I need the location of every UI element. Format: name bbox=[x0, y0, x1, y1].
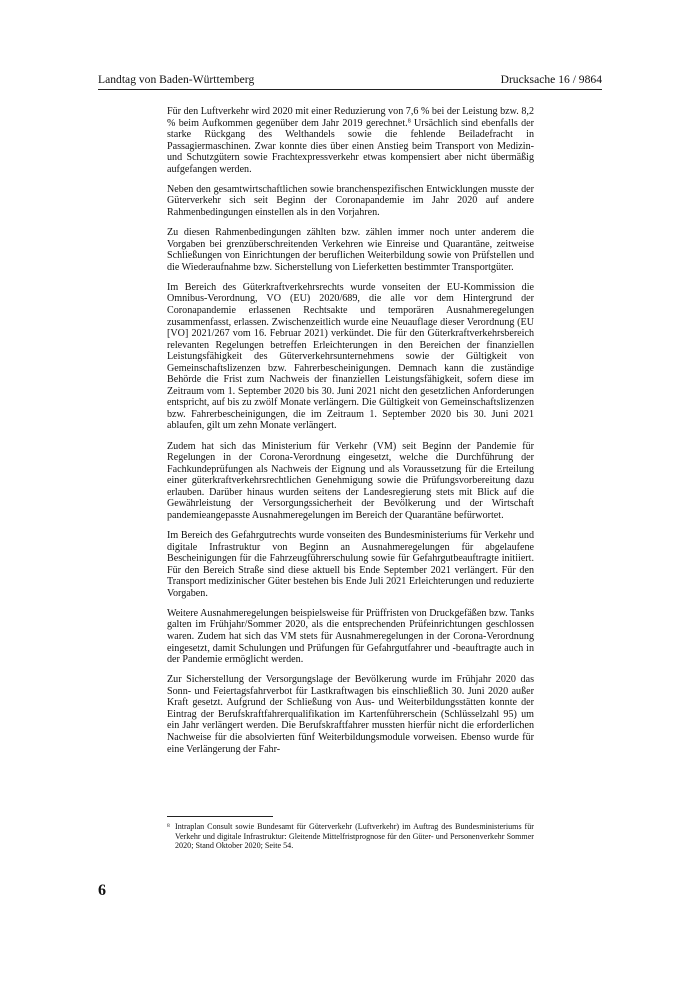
running-header bbox=[98, 68, 602, 86]
header-institution: Landtag von Baden-Württemberg bbox=[98, 73, 255, 86]
paragraph: Im Bereich des Gefahrgutrechts wurde vonseiten des Bundesministeriums für Verkehr und digitale Infrastruktur von Beginn an Ausnahmeregelungen für abgelaufene Bescheinigungen für die Fahrzeugführerschulung sowie für Gefahrgutbeauftragte initiiert. Für den Bereich Straße sind diese aktuell bis Ende September 2021 verlängert. Für den Transport medizinischer Güter bestehen bis Ende Juli 2021 Erleichterungen und reduzierte Vorgaben. bbox=[167, 530, 534, 599]
paragraph: Neben den gesamtwirtschaftlichen sowie branchenspezifischen Entwicklungen musste der Güterverkehr sich seit Beginn der Coronapandemie im Jahr 2020 auf andere Rahmenbedingungen einstellen als in den Vorjahren. bbox=[167, 183, 534, 218]
footnote bbox=[167, 822, 534, 851]
paragraph: Zur Sicherstellung der Versorgungslage der Bevölkerung wurde im Frühjahr 2020 das Sonn- und Feiertagsfahrverbot für Lastkraftwagen bis einschließlich 30. Juni 2020 außer Kraft gesetzt. Aufgrund der Schließung von Aus- und Weiterbildungsstätten konnte der Eintrag der Berufskraftfahrerqualifikation im Kartenführerschein (Schlüsselzahl 95) um ein Jahr verlängert werden. Die Berufskraftfahrer mussten hierfür nicht die erforderlichen Nachweise für die absolvierten fünf Weiterbildungsmodule vorweisen. Ebenso wurde für eine Verlängerung der Fahr- bbox=[167, 674, 534, 755]
footnote-reference: 8 bbox=[407, 118, 411, 125]
header-document-number: Drucksache 16 / 9864 bbox=[500, 73, 602, 86]
paragraph: Zudem hat sich das Ministerium für Verkehr (VM) seit Beginn der Pandemie für Regelungen in der Corona-Verordnung eingesetzt, welche die Durchführung der Fachkundeprüfungen als Nachweis der Eignung und als Voraussetzung für die Erteilung einer güterkraftverkehrsrechtlichen Genehmigung sowie die Prüfungsvorbereitung dazu erlauben. Darüber hinaus wurden seitens der Landesregierung stets mit Blick auf die Gewährleistung der Versorgungssicherheit der Bevölkerung und der Wirtschaft pandemieangepasste Ausnahmeregelungen im Bereich der Quarantäne befürwortet. bbox=[167, 440, 534, 521]
page-number: 6 bbox=[98, 882, 106, 899]
footnote-mark: 8 bbox=[167, 823, 170, 829]
footnote-divider bbox=[167, 816, 273, 817]
main-text bbox=[167, 106, 534, 764]
paragraph: Zu diesen Rahmenbedingungen zählten bzw. zählen immer noch unter anderem die Vorgaben bei grenzüberschreitenden Verkehren wie Einreise und Quarantäne, zeitweise Schließungen von Einrichtungen der beruflichen Weiterbildung sowie von Prüfstellen und die Wiederaufnahme bzw. Sicherstellung von Lieferketten bestimmter Transportgüter. bbox=[167, 227, 534, 273]
paragraph: Im Bereich des Güterkraftverkehrsrechts wurde vonseiten der EU-Kommission die Omnibus-Verordnung, VO (EU) 2020/689, die alle vor dem Hintergrund der Coronapandemie erlassenen Rechtsakte und temporären Ausnahmeregelungen zusammenfasst, erlassen. Zwischenzeitlich wurde eine Neuauflage dieser Verordnung (EU [VO] 2021/267 vom 16. Februar 2021) verkündet. Die für den Güterkraftverkehrsbereich relevanten Regelungen betreffen Erleichterungen in den Bereichen der finanziellen Leistungsfähigkeit des Güterverkehrsunternehmens sowie der Gültigkeit von Gemeinschaftslizenzen bzw. Fahrerbescheinigungen. Demnach kann die zuständige Behörde die Frist zum Nachweis der finanziellen Leistungsfähigkeit, sofern diese im Zeitraum vom 1. September 2020 bis 30. Juni 2021 nicht den gesetzlichen Anforderungen entspricht, auf bis zu zwölf Monate verlängern. Die Gültigkeit von Gemeinschaftslizenzen bzw. Fahrerbescheinigungen, die im Zeitraum 1. September 2020 bis 30. Juni 2021 ablaufen, gilt um zehn Monate verlängert. bbox=[167, 281, 534, 432]
paragraph: Für den Luftverkehr wird 2020 mit einer Reduzierung von 7,6 % bei der Leistung bzw. 8,2 % beim Aufkommen gegenüber dem Jahr 2019 gerechnet.$^8$ Ursächlich sind ebenfalls der starke Rückgang des Welthandels sowie die fehlende Beiladefracht in Passagiermaschinen. Zwar konnte dies über einen Anstieg beim Transport von Medizin- und Schutzgütern sowie Frachtexpressverkehr etwas kompensiert aber nicht übermäßig aufgefangen werden. bbox=[167, 106, 534, 175]
paragraph: Weitere Ausnahmeregelungen beispielsweise für Prüffristen von Druckgefäßen bzw. Tanks galten im Frühjahr/Sommer 2020, als die entsprechenden Prüfeinrichtungen geschlossen waren. Zudem hat sich das VM stets für Ausnahmeregelungen in der Corona-Verordnung eingesetzt, damit Schulungen und Prüfungen für Gefahrgutfahrer und -beauftragte auch in der Pandemie ermöglicht werden. bbox=[167, 607, 534, 666]
footnote-text: Intraplan Consult sowie Bundesamt für Güterverkehr (Luftverkehr) im Auftrag des Bundesministeriums für Verkehr und digitale Infrastruktur: Gleitende Mittelfristprognose für den Güter- und Personenverkehr Sommer 2020; Stand Oktober 2020; Seite 54. bbox=[175, 822, 534, 851]
header-divider bbox=[98, 89, 602, 90]
